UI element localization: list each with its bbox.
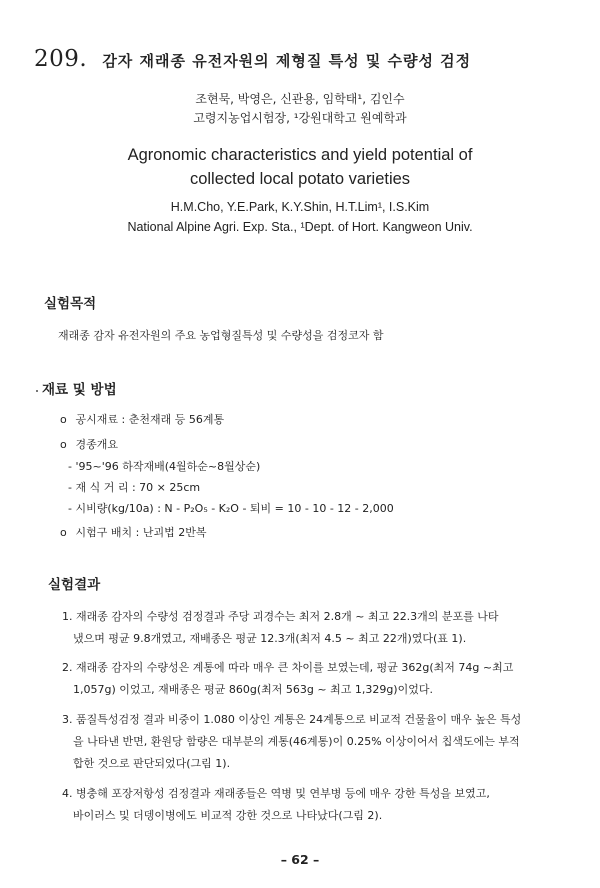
korean-affiliation: 고령지농업시험장, ¹강원대학고 원예학과: [193, 111, 407, 125]
english-title-line-2: collected local potato varieties: [189, 170, 411, 188]
result-3-line-3: 합한 것으로 판단되었다(그림 1).: [73, 757, 231, 770]
english-title: [0, 143, 600, 191]
purpose-text: 재래종 감자 유전자원의 주요 농업형질특성 및 수량성을 검정코자 함: [58, 329, 384, 342]
result-4-line-1: 4. 병충해 포장저항성 검정결과 재래종들은 역병 및 연부병 등에 매우 강한 특성을 보였고,: [62, 787, 490, 800]
result-3-line-1: 3. 품질특성검정 결과 비중이 1.080 이상인 계통은 24계통으로 비교적 건물율이 매우 높은 특성: [62, 713, 522, 726]
methods-heading: 재료 및 방법: [42, 382, 117, 398]
english-title-line-1: Agronomic characteristics and yield potential of: [127, 146, 473, 164]
bullet-marker: o: [60, 413, 67, 426]
result-2-line-1: 2. 재래종 감자의 수량성은 계통에 따라 매우 큰 차이를 보였는데, 평균 362g(최저 74g ~최고: [62, 661, 514, 674]
methods-sub-period: - '95~'96 하작재배(4월하순~8월상순): [68, 460, 261, 473]
methods-item-design-text: 시험구 배치 : 난괴법 2반복: [75, 526, 207, 539]
methods-item-cultivation-text: 경종개요: [75, 438, 119, 451]
result-1-line-1: 1. 재래종 감자의 수량성 검정결과 주당 괴경수는 최저 2.8개 ~ 최고 22.3개의 분포를 나타: [62, 610, 499, 623]
methods-item-materials-text: 공시재료 : 춘천재래 등 56계통: [75, 413, 225, 426]
page-number: – 62 –: [280, 852, 320, 867]
korean-authors: 조현묵, 박영은, 신관용, 임학태¹, 김인수: [195, 92, 405, 106]
result-item-3: [62, 709, 572, 775]
methods-sub-spacing: - 재 식 거 리 : 70 × 25cm: [68, 481, 201, 494]
methods-item-design: [60, 524, 206, 540]
result-item-2: [62, 657, 572, 701]
paper-title-row: [34, 46, 471, 72]
purpose-heading: 실험목적: [44, 296, 97, 312]
methods-item-materials: [60, 411, 224, 427]
result-2-line-2: 1,057g) 이었고, 재배종은 평균 860g(최저 563g ~ 최고 1,329g)이었다.: [73, 683, 433, 696]
english-authors: H.M.Cho, Y.E.Park, K.Y.Shin, H.T.Lim¹, I.S.Kim: [170, 200, 430, 214]
results-heading: 실험결과: [48, 577, 101, 593]
bullet-marker: o: [60, 526, 67, 539]
english-affiliation: National Alpine Agri. Exp. Sta., ¹Dept. of Hort. Kangweon Univ.: [127, 220, 473, 234]
korean-title: 감자 재래종 유전자원의 제형질 특성 및 수량성 검정: [102, 52, 472, 70]
methods-sub-fertilizer: - 시비량(kg/10a) : N - P₂O₅ - K₂O - 퇴비 = 10 - 10 - 12 - 2,000: [68, 502, 394, 515]
result-item-4: [62, 783, 572, 827]
result-item-1: [62, 606, 572, 650]
result-4-line-2: 바이러스 및 더뎅이병에도 비교적 강한 것으로 나타났다(그림 2).: [73, 809, 383, 822]
abstract-number: 209.: [34, 46, 88, 72]
result-1-line-2: 냈으며 평균 9.8개였고, 재배종은 평균 12.3개(최저 4.5 ~ 최고 22개)였다(표 1).: [73, 632, 467, 645]
scan-mark: [36, 390, 38, 392]
bullet-marker: o: [60, 438, 67, 451]
result-3-line-2: 을 나타낸 반면, 환원당 함량은 대부분의 계통(46계통)이 0.25% 이상이어서 칩색도에는 부적: [73, 735, 520, 748]
methods-item-cultivation: [60, 436, 118, 452]
